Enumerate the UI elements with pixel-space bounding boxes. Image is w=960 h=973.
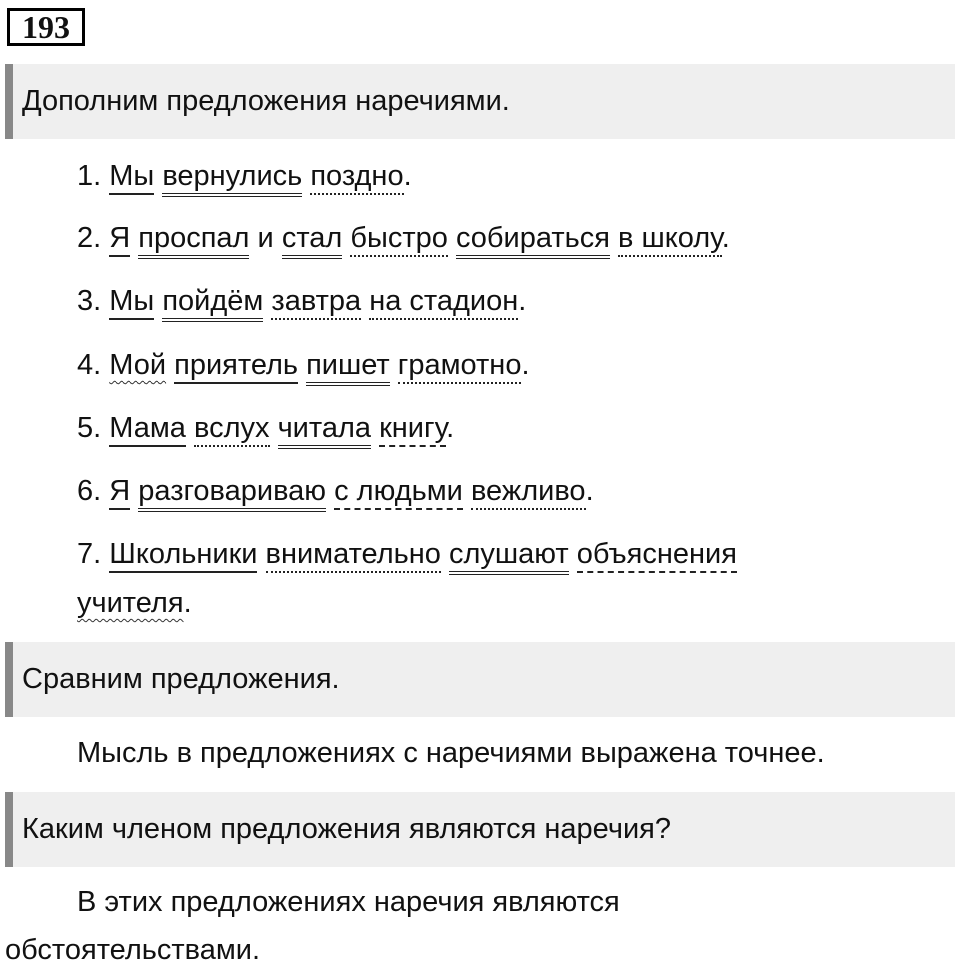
sentence-3 — [77, 285, 526, 318]
sentence-end: . — [446, 412, 455, 444]
adverbial-word: завтра — [271, 285, 361, 320]
task-3-answer-line-1: В этих предложениях наречия являются — [77, 886, 620, 918]
adverbial-word: вежливо — [471, 475, 586, 510]
sentence-end: . — [183, 587, 192, 619]
sentence-end: . — [403, 160, 412, 192]
subject-word: Я — [109, 222, 130, 257]
predicate-word: пойдём — [162, 285, 263, 322]
sentence-5 — [77, 412, 454, 445]
task-2-answer: Мысль в предложениях с наречиями выражена точнее. — [77, 737, 825, 769]
adverbial-word: внимательно — [266, 538, 441, 573]
sentence-number: 5. — [77, 412, 102, 444]
sentence-number: 3. — [77, 285, 102, 317]
sentence-end: . — [521, 349, 530, 381]
sentence-end: . — [721, 222, 730, 254]
subject-word: приятель — [174, 349, 298, 384]
sentence-1 — [77, 160, 412, 193]
sentence-7-continuation — [77, 587, 192, 620]
adverbial-word: поздно — [310, 160, 403, 195]
sentence-7 — [77, 538, 737, 571]
task-prompt-1 — [5, 64, 955, 139]
sentence-number: 2. — [77, 222, 102, 254]
adverbial-word: вслух — [194, 412, 270, 447]
predicate-word: пишет — [306, 349, 390, 386]
task-prompt-3-text: Каким членом предложения являются наречия? — [22, 813, 671, 845]
task-prompt-1-text: Дополним предложения наречиями. — [22, 85, 510, 117]
subject-word: Школьники — [109, 538, 257, 573]
predicate-word: читала — [278, 412, 371, 449]
sentence-end: . — [518, 285, 527, 317]
sentence-number: 7. — [77, 538, 102, 570]
predicate-word: разговариваю — [138, 475, 326, 512]
adverbial-word: быстро — [350, 222, 448, 257]
task-prompt-2-text: Сравним предложения. — [22, 663, 340, 695]
object-word: объяснения — [577, 538, 737, 573]
subject-word: Мы — [109, 285, 154, 320]
task-prompt-3 — [5, 792, 955, 867]
conjunction-word: и — [257, 222, 274, 254]
subject-word: Мы — [109, 160, 154, 195]
predicate-word: проспал — [138, 222, 249, 259]
attribute-word: Мой — [109, 349, 167, 381]
sentence-4 — [77, 349, 530, 382]
object-word: книгу — [379, 412, 446, 447]
predicate-word: собираться — [456, 222, 610, 259]
subject-word: Я — [109, 475, 130, 510]
sentence-number: 6. — [77, 475, 102, 507]
exercise-number: 193 — [7, 8, 85, 46]
task-3-answer-line-2: обстоятельствами. — [5, 934, 261, 966]
predicate-word: слушают — [449, 538, 569, 575]
sentence-end: . — [585, 475, 594, 507]
attribute-word: учителя — [77, 587, 184, 619]
object-word: с людьми — [334, 475, 463, 510]
predicate-word: стал — [282, 222, 343, 259]
task-prompt-2 — [5, 642, 955, 717]
predicate-word: вернулись — [162, 160, 302, 197]
adverbial-word: в школу — [618, 222, 722, 257]
sentence-6 — [77, 475, 594, 508]
adverbial-word: грамотно — [398, 349, 522, 384]
sentence-number: 4. — [77, 349, 102, 381]
adverbial-word: на стадион — [369, 285, 518, 320]
sentence-2 — [77, 222, 730, 255]
subject-word: Мама — [109, 412, 186, 447]
sentence-number: 1. — [77, 160, 102, 192]
